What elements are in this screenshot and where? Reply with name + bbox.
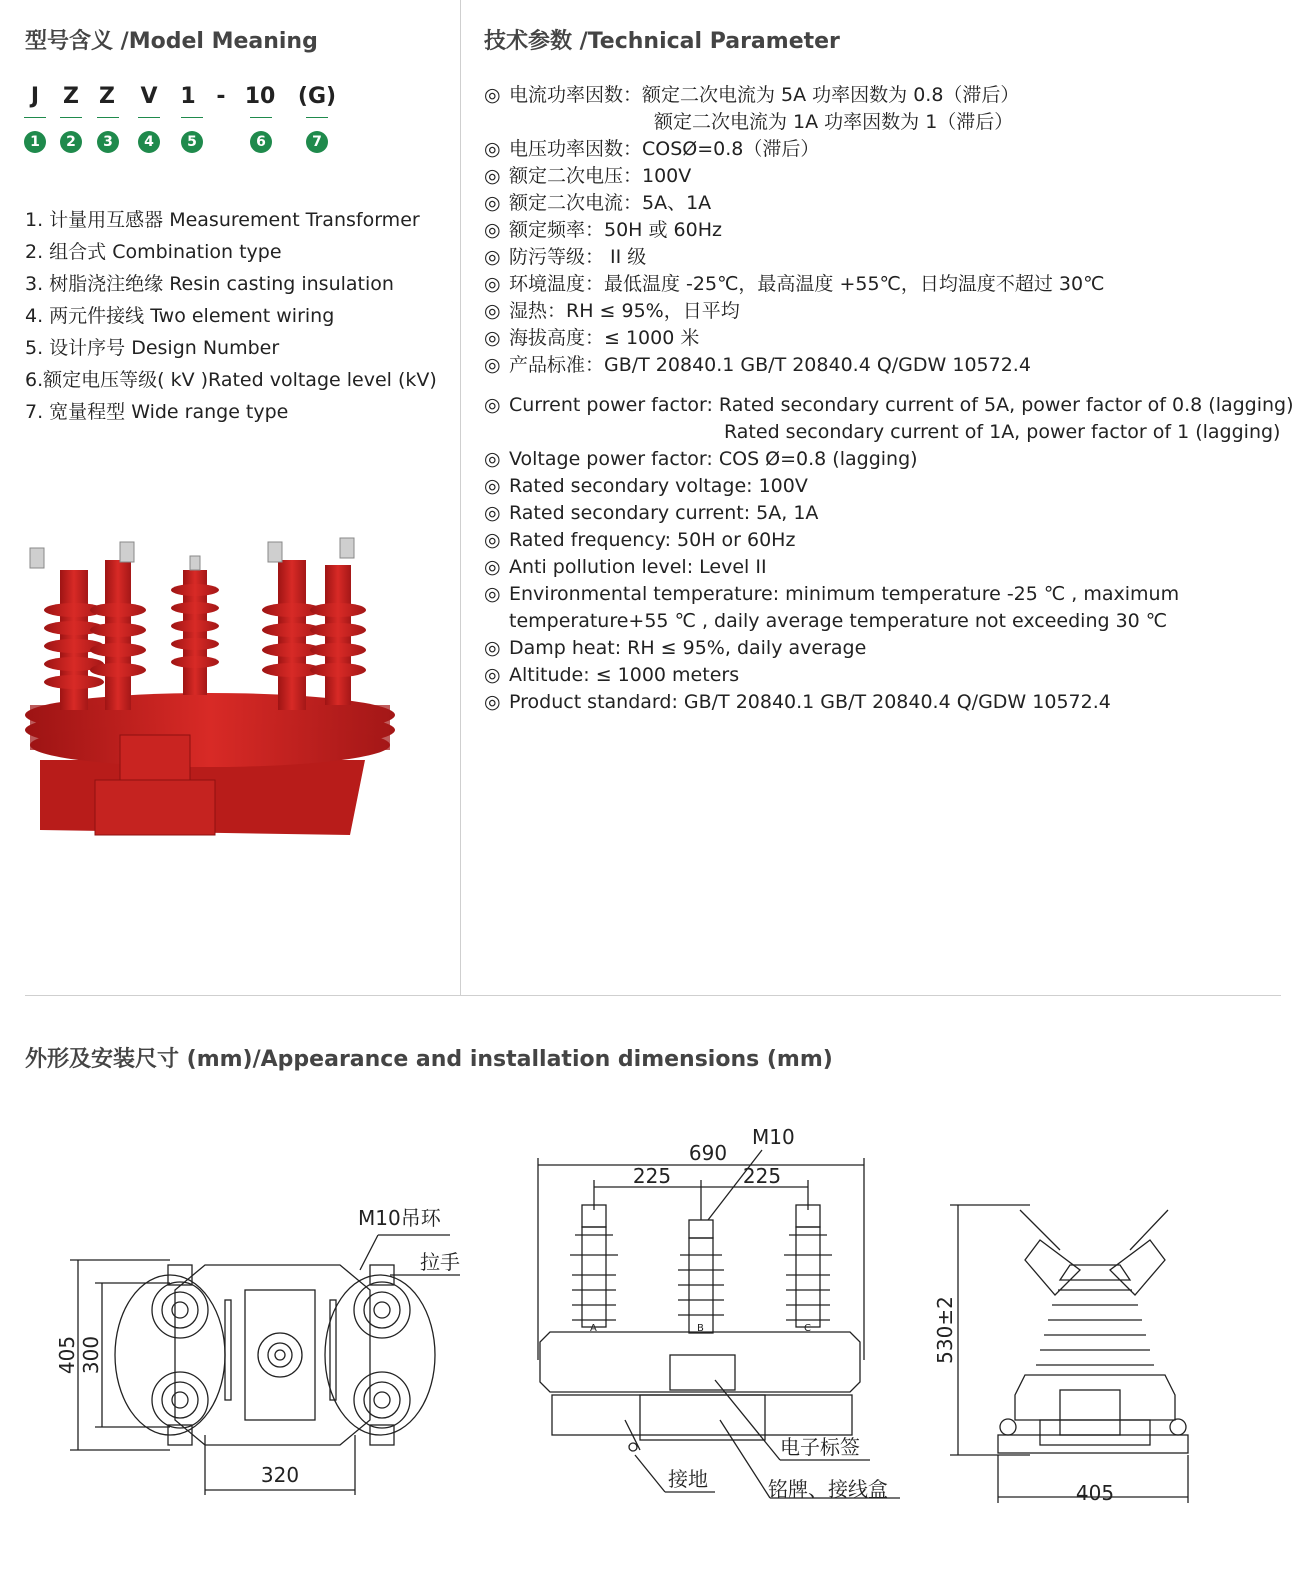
front-view-drawing — [530, 1120, 910, 1520]
dimensions-title: 外形及安装尺寸 (mm)/Appearance and installation dimensions (mm) — [25, 1047, 833, 1072]
nameplate-label: 电子标签 — [780, 1435, 860, 1459]
code-number-badge: 3 — [97, 131, 119, 153]
m10-label: M10 — [752, 1125, 795, 1149]
list-item: ◎ Rated secondary voltage: 100V — [484, 475, 808, 497]
list-item: ◎ Altitude: ≤ 1000 meters — [484, 664, 740, 686]
list-item: 7. 宽量程型 Wide range type — [25, 401, 289, 423]
code-number-badge: 5 — [181, 131, 203, 153]
list-item: temperature+55 ℃ , daily average temperature not exceeding 30 ℃ — [509, 610, 1168, 632]
list-item: ◎ Damp heat: RH ≤ 95%, daily average — [484, 637, 867, 659]
list-item: ◎ 产品标准：GB/T 20840.1 GB/T 20840.4 Q/GDW 10572.4 — [484, 354, 1031, 376]
code-letter: (G) — [297, 84, 337, 109]
list-item: 1. 计量用互感器 Measurement Transformer — [25, 209, 420, 231]
dim-405: 405 — [55, 1335, 79, 1375]
list-item: ◎ Rated secondary current: 5A, 1A — [484, 502, 819, 524]
list-item: ◎ 电压功率因数：COSØ=0.8（滞后） — [484, 138, 820, 160]
list-item: ◎ 电流功率因数：额定二次电流为 5A 功率因数为 0.8（滞后） — [484, 84, 1020, 106]
list-item: 2. 组合式 Combination type — [25, 241, 282, 263]
code-letter: V — [140, 84, 158, 109]
list-item: ◎ Voltage power factor: COS Ø=0.8 (lagging) — [484, 448, 918, 470]
dim-300: 300 — [79, 1335, 103, 1375]
list-item: 额定二次电流为 1A 功率因数为 1（滞后） — [654, 111, 1014, 133]
dim-405-side: 405 — [1075, 1481, 1115, 1505]
list-item: 4. 两元件接线 Two element wiring — [25, 305, 335, 327]
technical-parameter-title: 技术参数 /Technical Parameter — [484, 29, 840, 54]
code-letter: Z — [63, 84, 79, 109]
list-item: 3. 树脂浇注绝缘 Resin casting insulation — [25, 273, 394, 295]
list-item: 5. 设计序号 Design Number — [25, 337, 280, 359]
phase-c-label: C — [804, 1323, 811, 1334]
junction-box-label: 铭牌、接线盒 — [768, 1477, 888, 1501]
product-photo — [20, 530, 400, 850]
grounding-label: 接地 — [668, 1467, 708, 1491]
model-meaning-title: 型号含义 /Model Meaning — [25, 29, 318, 54]
list-item: ◎ 防污等级： II 级 — [484, 246, 647, 268]
handle-label: 拉手 — [420, 1250, 460, 1274]
side-view-drawing — [930, 1195, 1200, 1515]
list-item: ◎ 额定二次电压：100V — [484, 165, 692, 187]
code-number-badge: 6 — [250, 131, 272, 153]
list-item: ◎ Product standard: GB/T 20840.1 GB/T 20840.4 Q/GDW 10572.4 — [484, 691, 1111, 713]
section-divider — [25, 995, 1281, 996]
code-number-badge: 7 — [306, 131, 328, 153]
dim-690: 690 — [688, 1141, 728, 1165]
dim-225-left: 225 — [632, 1164, 672, 1188]
code-number-badge: 4 — [138, 131, 160, 153]
code-number-badge: 1 — [24, 131, 46, 153]
list-item: 6.额定电压等级( kV )Rated voltage level (kV) — [25, 369, 437, 391]
code-letter: 10 — [244, 84, 276, 109]
code-number-badge: 2 — [60, 131, 82, 153]
list-item: ◎ 额定频率：50H 或 60Hz — [484, 219, 722, 241]
list-item: ◎ 湿热：RH ≤ 95%，日平均 — [484, 300, 740, 322]
list-item: ◎ 海拔高度：≤ 1000 米 — [484, 327, 700, 349]
phase-a-label: A — [590, 1323, 597, 1334]
dim-320: 320 — [260, 1463, 300, 1487]
technical-list-en — [484, 392, 1294, 716]
code-letter: - — [216, 84, 226, 109]
list-item: ◎ Current power factor: Rated secondary current of 5A, power factor of 0.8 (lagging) — [484, 394, 1294, 416]
list-item: ◎ Environmental temperature: minimum temperature -25 ℃ , maximum — [484, 583, 1180, 605]
list-item: ◎ 环境温度：最低温度 -25℃，最高温度 +55℃，日均温度不超过 30℃ — [484, 273, 1105, 295]
dim-530: 530±2 — [933, 1296, 957, 1364]
phase-b-label: B — [697, 1323, 704, 1334]
m10-ring-label: M10吊环 — [358, 1206, 441, 1230]
technical-list-cn — [484, 82, 1314, 379]
code-letter: Z — [99, 84, 115, 109]
column-divider — [460, 0, 461, 995]
list-item: Rated secondary current of 1A, power factor of 1 (lagging) — [724, 421, 1281, 443]
dim-225-right: 225 — [742, 1164, 782, 1188]
list-item: ◎ Anti pollution level: Level II — [484, 556, 767, 578]
list-item: ◎ Rated frequency: 50H or 60Hz — [484, 529, 796, 551]
top-view-drawing — [40, 1195, 500, 1510]
code-letter: 1 — [180, 84, 196, 109]
list-item: ◎ 额定二次电流：5A、1A — [484, 192, 712, 214]
code-letter: J — [30, 84, 40, 109]
model-meaning-list — [25, 204, 437, 428]
